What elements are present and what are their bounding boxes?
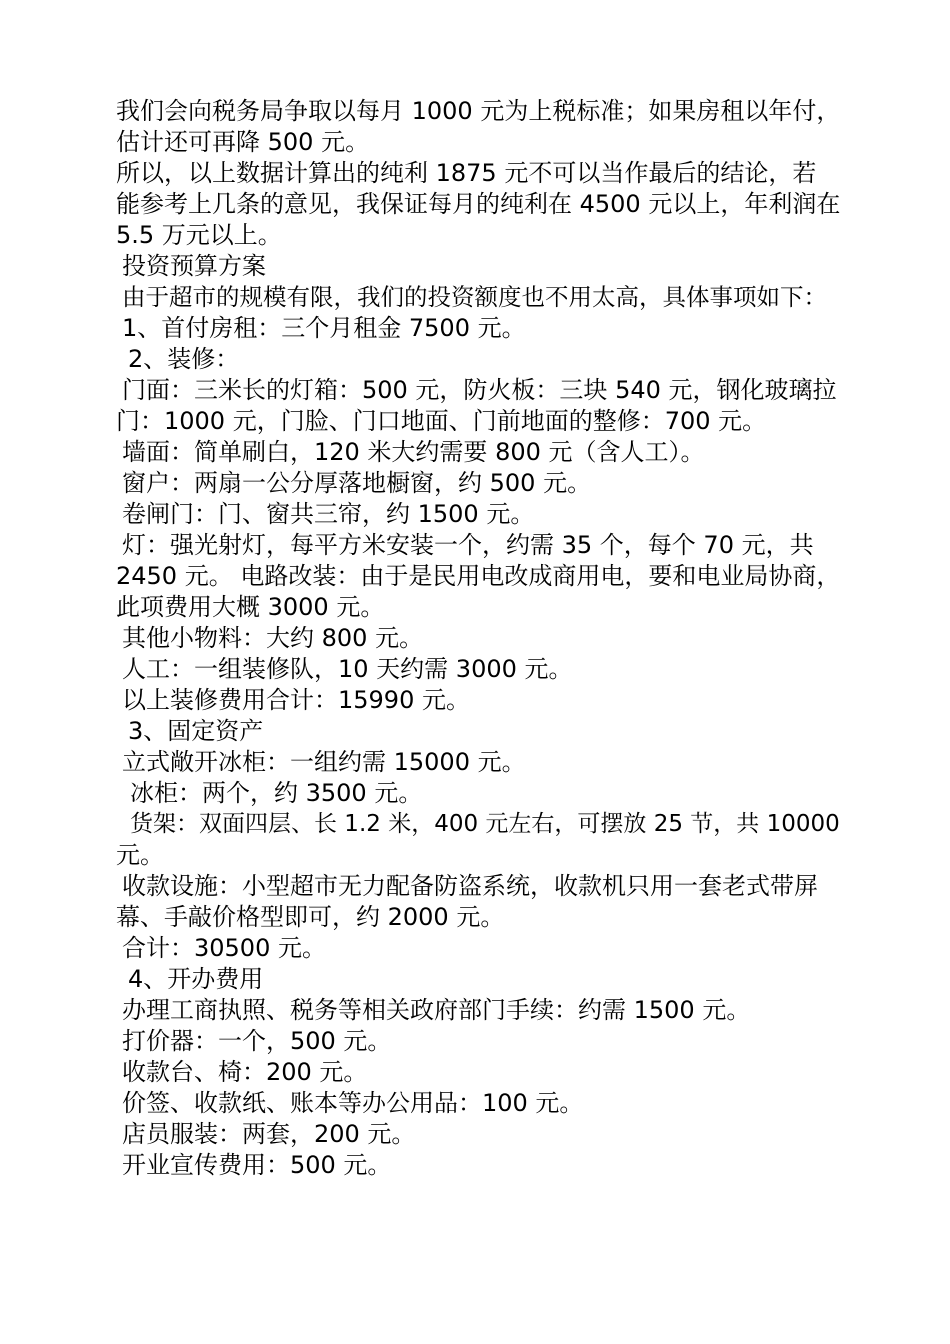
text-line: 墙面：简单刷白，120 米大约需要 800 元（含人工）。 [122,438,705,466]
text-line: 由于超市的规模有限，我们的投资额度也不用太高，具体事项如下： [122,283,827,311]
text-line: 收款设施：小型超市无力配备防盗系统，收款机只用一套老式带屏 [122,872,818,900]
text-line: 冰柜：两个，约 3500 元。 [130,779,423,807]
text-line: 办理工商执照、税务等相关政府部门手续：约需 1500 元。 [122,996,751,1024]
text-line: 能参考上几条的意见，我保证每月的纯利在 4500 元以上，年利润在 [116,190,841,218]
text-line: 窗户：两扇一公分厚落地橱窗，约 500 元。 [122,469,592,497]
text-line: 价签、收款纸、账本等办公用品：100 元。 [122,1089,584,1117]
text-line: 所以，以上数据计算出的纯利 1875 元不可以当作最后的结论，若 [116,159,817,187]
text-line: 门：1000 元，门脸、门口地面、门前地面的整修：700 元。 [116,407,767,435]
text-line: 店员服装：两套，200 元。 [122,1120,416,1148]
text-line: 灯：强光射灯，每平方米安装一个，约需 35 个，每个 70 元，共 [122,531,814,559]
text-line: 幕、手敲价格型即可，约 2000 元。 [116,903,505,931]
text-line: 打价器：一个，500 元。 [122,1027,392,1055]
text-line: 开业宣传费用：500 元。 [122,1151,392,1179]
section-heading: 投资预算方案 [122,252,266,280]
text-line: 2450 元。 电路改装：由于是民用电改成商用电，要和电业局协商， [116,562,841,590]
text-line: 卷闸门：门、窗共三帘，约 1500 元。 [122,500,535,528]
text-line: 以上装修费用合计：15990 元。 [122,686,470,714]
text-line: 门面：三米长的灯箱：500 元，防火板：三块 540 元，钢化玻璃拉 [122,376,837,404]
text-line: 1、首付房租：三个月租金 7500 元。 [122,314,526,342]
text-line: 5.5 万元以上。 [116,221,282,249]
text-line: 估计还可再降 500 元。 [116,128,370,156]
text-line: 货架：双面四层、长 1.2 米，400 元左右，可摆放 25 节，共 10000 [130,811,840,837]
text-line: 其他小物料：大约 800 元。 [122,624,424,652]
text-line: 立式敞开冰柜：一组约需 15000 元。 [122,748,526,776]
text-line: 我们会向税务局争取以每月 1000 元为上税标准；如果房租以年付， [116,97,841,125]
text-line: 2、装修： [128,345,240,373]
text-line: 收款台、椅：200 元。 [122,1058,368,1086]
text-line: 元。 [116,841,164,869]
text-line: 4、开办费用 [128,965,264,993]
text-line: 人工：一组装修队，10 天约需 3000 元。 [122,655,573,683]
text-line: 此项费用大概 3000 元。 [116,593,385,621]
text-line: 合计：30500 元。 [122,934,326,962]
text-line: 3、固定资产 [128,717,264,745]
